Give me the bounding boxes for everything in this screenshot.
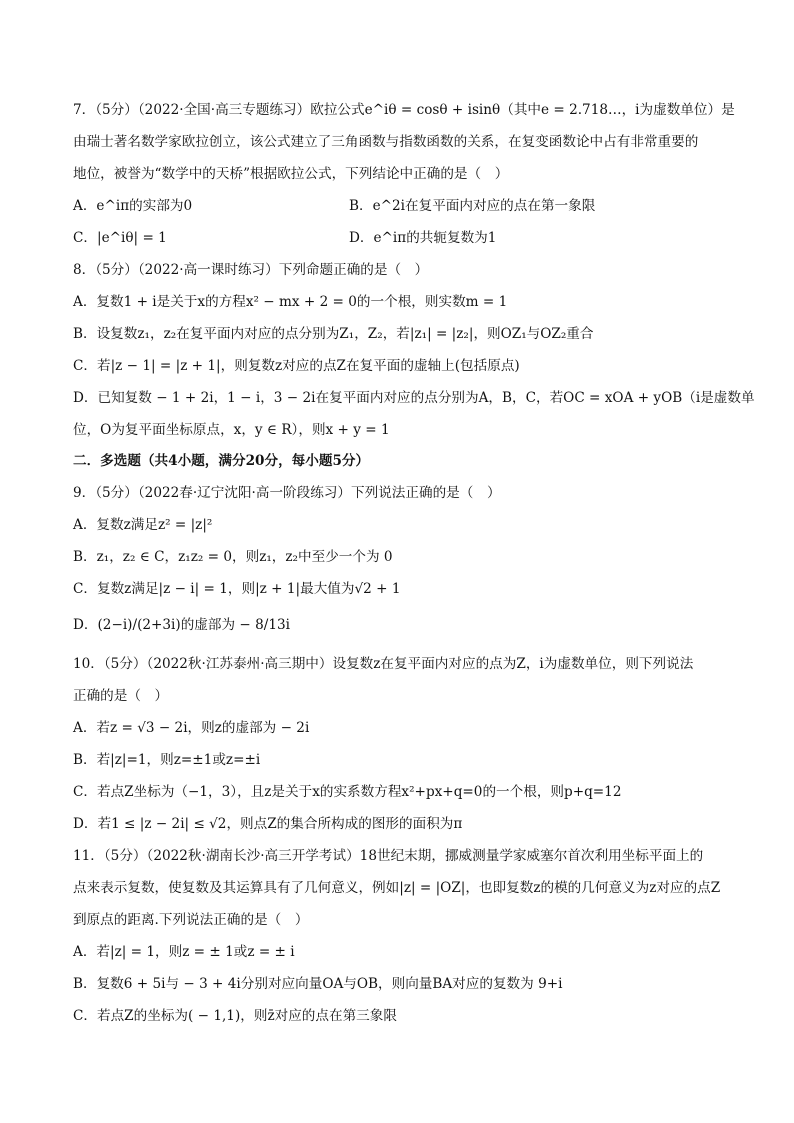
q10-stem-line1: 10．（5分）（2022秋·江苏泰州·高三期中）设复数z在复平面内对应的点为Z，i为虚数单位，则下列说法 xyxy=(73,656,694,672)
q9-option-a: A．复数z满足z² = |z|² xyxy=(73,517,213,533)
q11-option-b: B．复数6 + 5i与 − 3 + 4i分别对应向量OA与OB，则向量BA对应的复数为 9+i xyxy=(73,976,563,992)
q10-option-d: D．若1 ≤ |z − 2i| ≤ √2，则点Z的集合所构成的图形的面积为π xyxy=(73,816,463,832)
q8-stem: 8．（5分）（2022·高一课时练习）下列命题正确的是（ ） xyxy=(73,262,429,278)
q10-option-c: C．若点Z坐标为（−1，3），且z是关于x的实系数方程x²+px+q=0的一个根，则p+q=12 xyxy=(73,784,622,800)
q9-option-c: C．复数z满足|z − i| = 1，则|z + 1|最大值为√2 + 1 xyxy=(73,581,401,597)
q11-stem-line3: 到原点的距离.下列说法正确的是（ ） xyxy=(73,912,309,928)
q11-option-c: C．若点Z的坐标为( − 1,1)，则z̄对应的点在第三象限 xyxy=(73,1008,397,1024)
q10-option-b: B．若|z|=1，则z=±1或z=±i xyxy=(73,752,261,768)
q7-option-d: D．e^iπ的共轭复数为1 xyxy=(349,230,497,246)
q7-option-b: B．e^2i在复平面内对应的点在第一象限 xyxy=(349,198,596,214)
q7-option-a: A．e^iπ的实部为0 xyxy=(73,198,193,214)
q11-option-a: A．若|z| = 1，则z = ± 1或z = ± i xyxy=(73,944,295,960)
q9-option-d: D．(2−i)/(2+3i)的虚部为 − 8/13i xyxy=(73,617,290,633)
q8-option-d-line1: D．已知复数 − 1 + 2i，1 − i，3 − 2i在复平面内对应的点分别为A，B，C，若OC = xOA + yOB（i是虚数单 xyxy=(73,390,755,406)
section-heading-multiple-choice: 二．多选题（共4小题，满分20分，每小题5分） xyxy=(73,453,370,469)
q11-stem-line2: 点来表示复数，使复数及其运算具有了几何意义，例如|z| = |OZ|，也即复数z的模的几何意义为z对应的点Z xyxy=(73,880,721,896)
q9-option-b: B．z₁，z₂ ∈ C，z₁z₂ = 0，则z₁，z₂中至少一个为 0 xyxy=(73,549,393,565)
q11-stem-line1: 11．（5分）（2022秋·湖南长沙·高三开学考试）18世纪末期，挪威测量学家威塞尔首次利用坐标平面上的 xyxy=(73,848,704,864)
q8-option-a: A．复数1 + i是关于x的方程x² − mx + 2 = 0的一个根，则实数m = 1 xyxy=(73,294,508,310)
q8-option-d-line2: 位，O为复平面坐标原点，x，y ∈ R），则x + y = 1 xyxy=(73,422,390,438)
q7-option-c: C．|e^iθ| = 1 xyxy=(73,230,167,246)
q7-stem-line3: 地位，被誉为“数学中的天桥”根据欧拉公式，下列结论中正确的是（ ） xyxy=(73,166,509,182)
q9-stem: 9．（5分）（2022春·辽宁沈阳·高一阶段练习）下列说法正确的是（ ） xyxy=(73,485,501,501)
q7-stem-line1: 7．（5分）（2022·全国·高三专题练习）欧拉公式e^iθ = cosθ + isinθ（其中e = 2.718…，i为虚数单位）是 xyxy=(73,102,735,118)
q8-option-b: B．设复数z₁，z₂在复平面内对应的点分别为Z₁，Z₂，若|z₁| = |z₂|，则OZ₁与OZ₂重合 xyxy=(73,326,594,342)
q7-stem-line2: 由瑞士著名数学家欧拉创立，该公式建立了三角函数与指数函数的关系，在复变函数论中占有非常重要的 xyxy=(73,134,699,150)
q8-option-c: C．若|z − 1| = |z + 1|，则复数z对应的点Z在复平面的虚轴上(包括原点) xyxy=(73,358,520,374)
q10-option-a: A．若z = √3 − 2i，则z的虚部为 − 2i xyxy=(73,720,310,736)
q10-stem-line2: 正确的是（ ） xyxy=(73,688,169,704)
